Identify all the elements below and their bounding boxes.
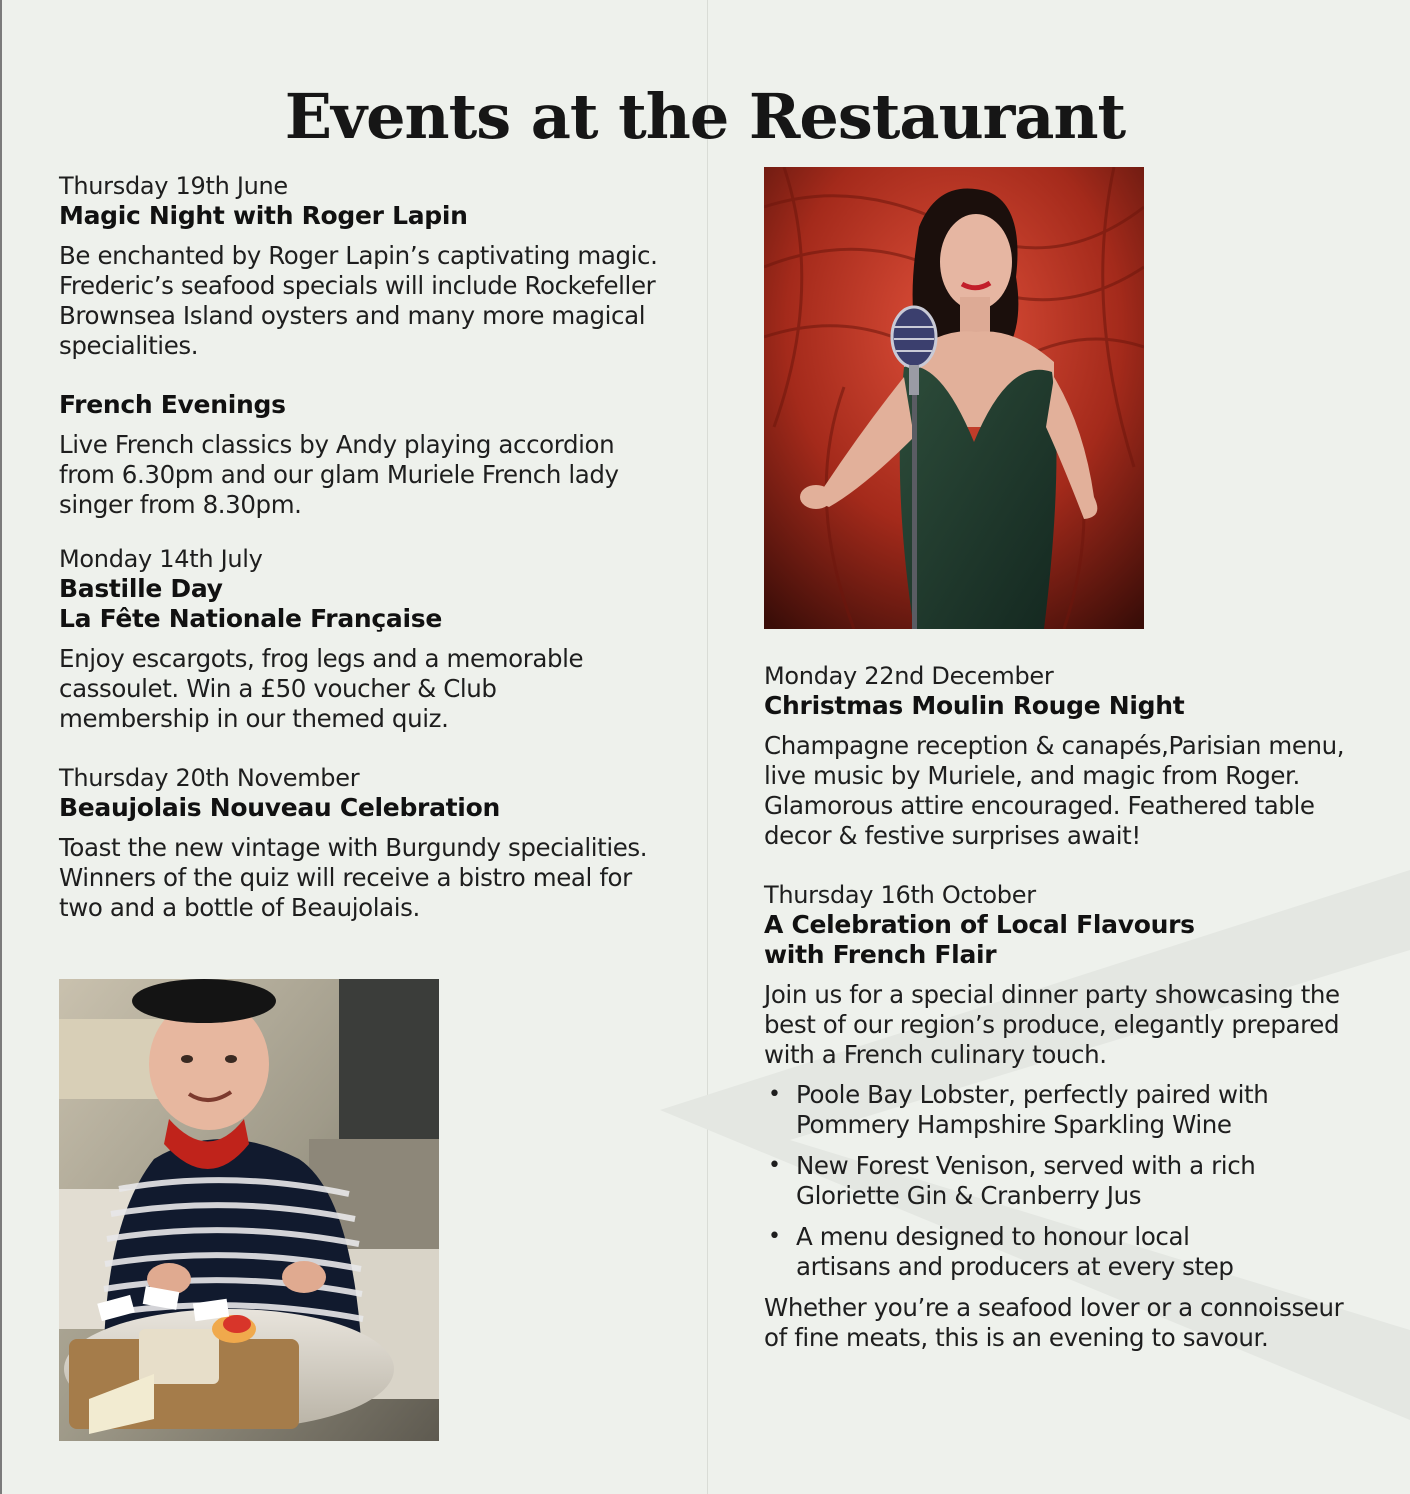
- event-name: Bastille Day: [59, 574, 223, 603]
- list-item: • A menu designed to honour local artisans and producers at every step: [764, 1222, 1379, 1282]
- event-description: Champagne reception & canapés,Parisian menu, live music by Muriele, and magic from Roger. Glamorous attire encouraged. Feathered table decor & festive surprises await!: [764, 731, 1345, 850]
- event-name: Magic Night with Roger Lapin: [59, 201, 468, 230]
- event-bastille-day: [59, 544, 674, 734]
- event-date: Monday 14th July: [59, 545, 263, 573]
- list-item: • Poole Bay Lobster, perfectly paired with Pommery Hampshire Sparkling Wine: [764, 1080, 1379, 1140]
- event-date: Thursday 20th November: [59, 764, 360, 792]
- left-column: [59, 171, 674, 923]
- menu-highlights-list: [764, 1080, 1379, 1282]
- event-name: Christmas Moulin Rouge Night: [764, 691, 1185, 720]
- event-name-subtitle: with French Flair: [764, 940, 997, 969]
- page-left-edge: [0, 0, 2, 1494]
- page-title: Events at the Restaurant: [284, 79, 1126, 153]
- event-name: Beaujolais Nouveau Celebration: [59, 793, 500, 822]
- list-item: • New Forest Venison, served with a rich Gloriette Gin & Cranberry Jus: [764, 1151, 1379, 1211]
- event-christmas-moulin-rouge: [764, 661, 1379, 851]
- event-name-subtitle: La Fête Nationale Française: [59, 604, 442, 633]
- event-french-evenings: [59, 390, 674, 520]
- event-magic-night: [59, 171, 674, 361]
- event-local-flavours: [764, 880, 1379, 1353]
- event-date: Monday 22nd December: [764, 662, 1054, 690]
- event-description: Enjoy escargots, frog legs and a memorable cassoulet. Win a £50 voucher & Club membership in our themed quiz.: [59, 644, 584, 733]
- singer-photo: [764, 167, 1144, 629]
- event-name: French Evenings: [59, 390, 286, 419]
- right-column: [764, 661, 1379, 1353]
- event-description: Join us for a special dinner party showcasing the best of our region’s produce, elegantly prepared with a French culinary touch.: [764, 980, 1340, 1069]
- event-name: A Celebration of Local Flavours: [764, 910, 1195, 939]
- event-description: Be enchanted by Roger Lapin’s captivating magic. Frederic’s seafood specials will include Rockefeller Brownsea Island oysters and many more magical specialities.: [59, 241, 658, 360]
- event-description: Toast the new vintage with Burgundy specialities. Winners of the quiz will receive a bistro meal for two and a bottle of Beaujolais.: [59, 833, 648, 922]
- event-date: Thursday 16th October: [764, 881, 1036, 909]
- event-description: Live French classics by Andy playing accordion from 6.30pm and our glam Muriele French lady singer from 8.30pm.: [59, 430, 619, 519]
- event-date: Thursday 19th June: [59, 172, 288, 200]
- event-closing-text: Whether you’re a seafood lover or a connoisseur of fine meats, this is an evening to savour.: [764, 1293, 1344, 1352]
- event-beaujolais: [59, 763, 674, 923]
- chef-cheese-photo: [59, 979, 439, 1441]
